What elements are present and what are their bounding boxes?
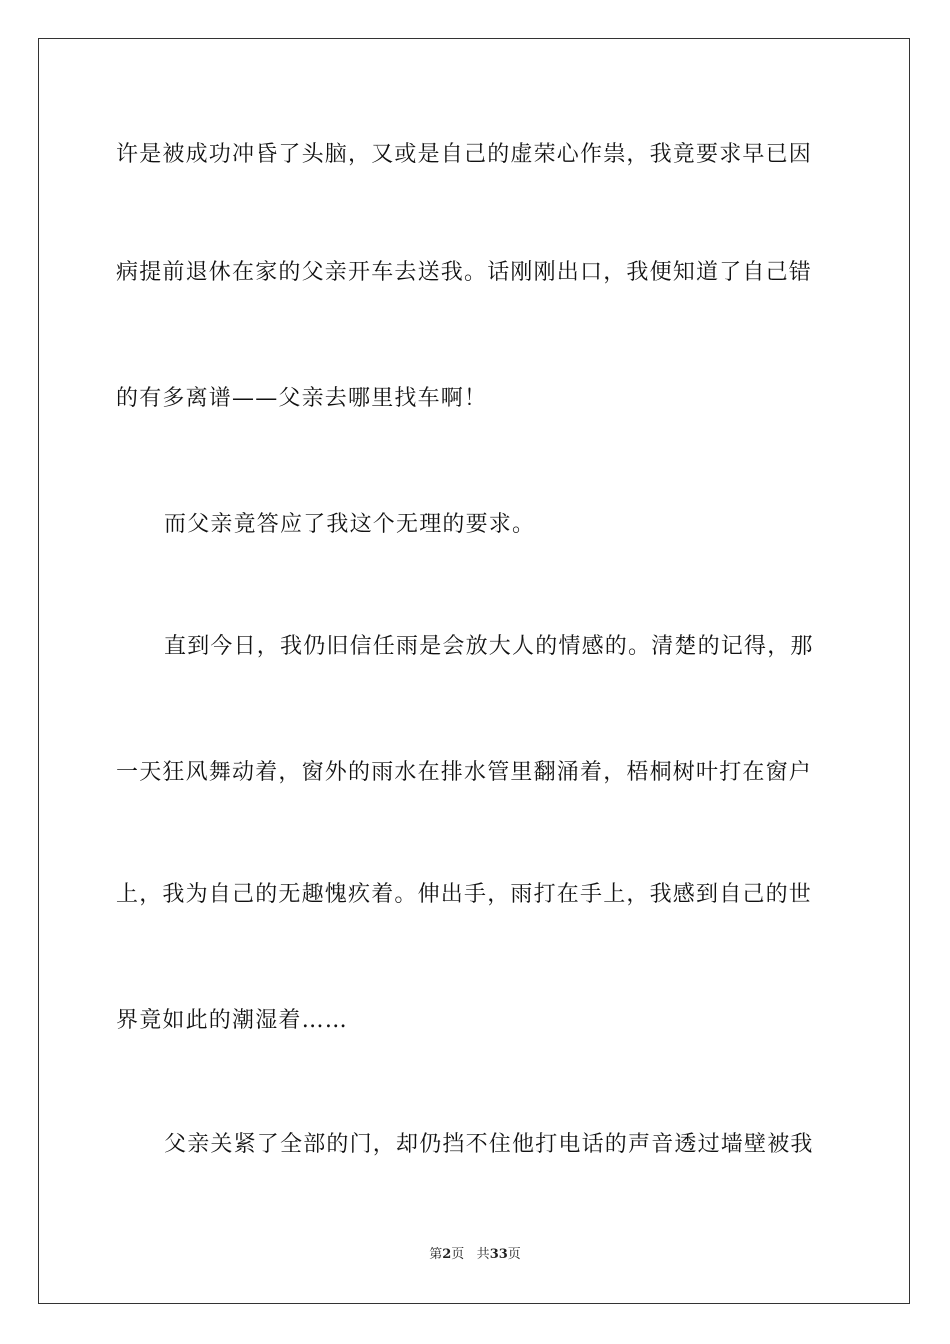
total-suffix: 页 bbox=[507, 1247, 521, 1262]
text-line-7: 上，我为自己的无趣愧疚着。伸出手，雨打在手上，我感到自己的世 bbox=[116, 882, 813, 907]
page-number: 2 bbox=[442, 1247, 452, 1262]
total-prefix: 共 bbox=[476, 1247, 490, 1262]
total-pages: 33 bbox=[489, 1247, 508, 1262]
text-line-8: 界竟如此的潮湿着…… bbox=[116, 1008, 349, 1033]
text-line-9: 父亲关紧了全部的门，却仍挡不住他打电话的声音透过墙壁被我 bbox=[164, 1132, 814, 1157]
page-suffix: 页 bbox=[451, 1247, 465, 1262]
text-line-1: 许是被成功冲昏了头脑，又或是自己的虚荣心作祟，我竟要求早已因 bbox=[116, 142, 813, 167]
page-border bbox=[38, 38, 910, 1304]
text-line-4: 而父亲竟答应了我这个无理的要求。 bbox=[164, 512, 536, 537]
page-footer bbox=[0, 1246, 950, 1264]
text-line-5: 直到今日，我仍旧信任雨是会放大人的情感的。清楚的记得，那 bbox=[164, 634, 814, 659]
page-prefix: 第 bbox=[429, 1247, 443, 1262]
text-line-2: 病提前退休在家的父亲开车去送我。话刚刚出口，我便知道了自己错 bbox=[116, 260, 813, 285]
text-line-3: 的有多离谱——父亲去哪里找车啊！ bbox=[116, 386, 488, 411]
text-line-6: 一天狂风舞动着，窗外的雨水在排水管里翻涌着，梧桐树叶打在窗户 bbox=[116, 760, 813, 785]
